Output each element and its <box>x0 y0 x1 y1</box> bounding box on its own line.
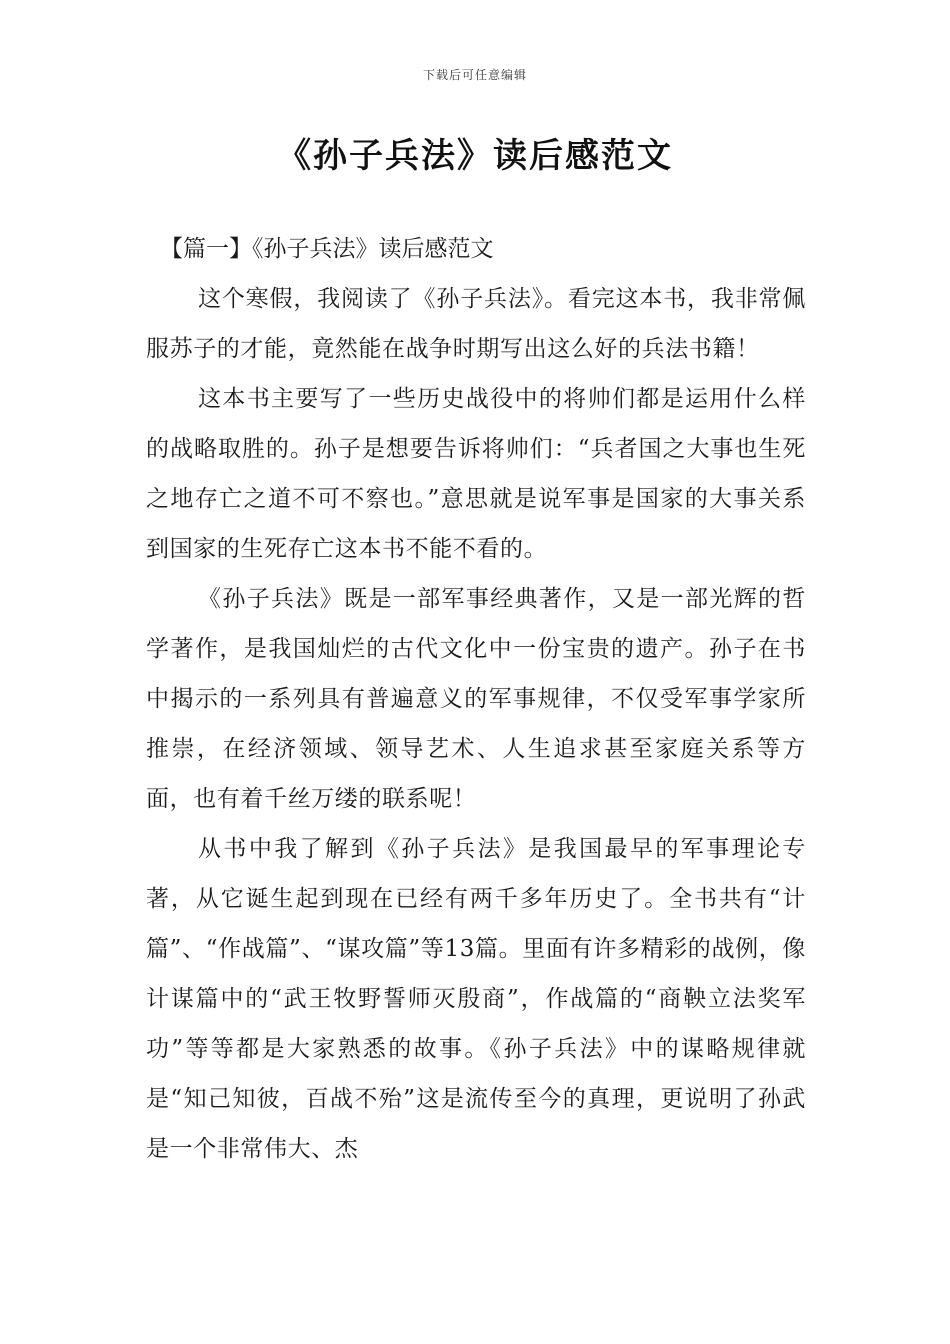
paragraph: 这本书主要写了一些历史战役中的将帅们都是运用什么样的战略取胜的。孙子是想要告诉将帅们：“兵者国之大事也生死之地存亡之道不可不察也。”意思就是说军事是国家的大事关系到国家的生死存亡这本书不能不看的。 <box>146 386 806 562</box>
paragraph: 从书中我了解到《孙子兵法》是我国最早的军事理论专著，从它诞生起到现在已经有两千多年历史了。全书共有“计篇”、“作战篇”、“谋攻篇”等13篇。里面有许多精彩的战例，像计谋篇中的“武王牧野誓师灭殷商”，作战篇的“商鞅立法奖军功”等等都是大家熟悉的故事。《孙子兵法》中的谋略规律就是“知己知彼，百战不殆”这是流传至今的真理，更说明了孙武是一个非常伟大、杰 <box>146 836 806 1162</box>
document-title: 《孙子兵法》读后感范文 <box>277 136 673 176</box>
header-note: 下载后可任意编辑 <box>422 68 527 82</box>
section-heading: 【篇一】《孙子兵法》读后感范文 <box>160 236 494 262</box>
paragraph: 这个寒假，我阅读了《孙子兵法》。看完这本书，我非常佩服苏子的才能，竟然能在战争时期写出这么好的兵法书籍！ <box>146 286 806 362</box>
paragraph: 《孙子兵法》既是一部军事经典著作，又是一部光辉的哲学著作，是我国灿烂的古代文化中一份宝贵的遗产。孙子在书中揭示的一系列具有普遍意义的军事规律，不仅受军事学家所推崇，在经济领域、领导艺术、人生追求甚至家庭关系等方面，也有着千丝万缕的联系呢！ <box>146 586 806 812</box>
document-body <box>146 224 806 1174</box>
